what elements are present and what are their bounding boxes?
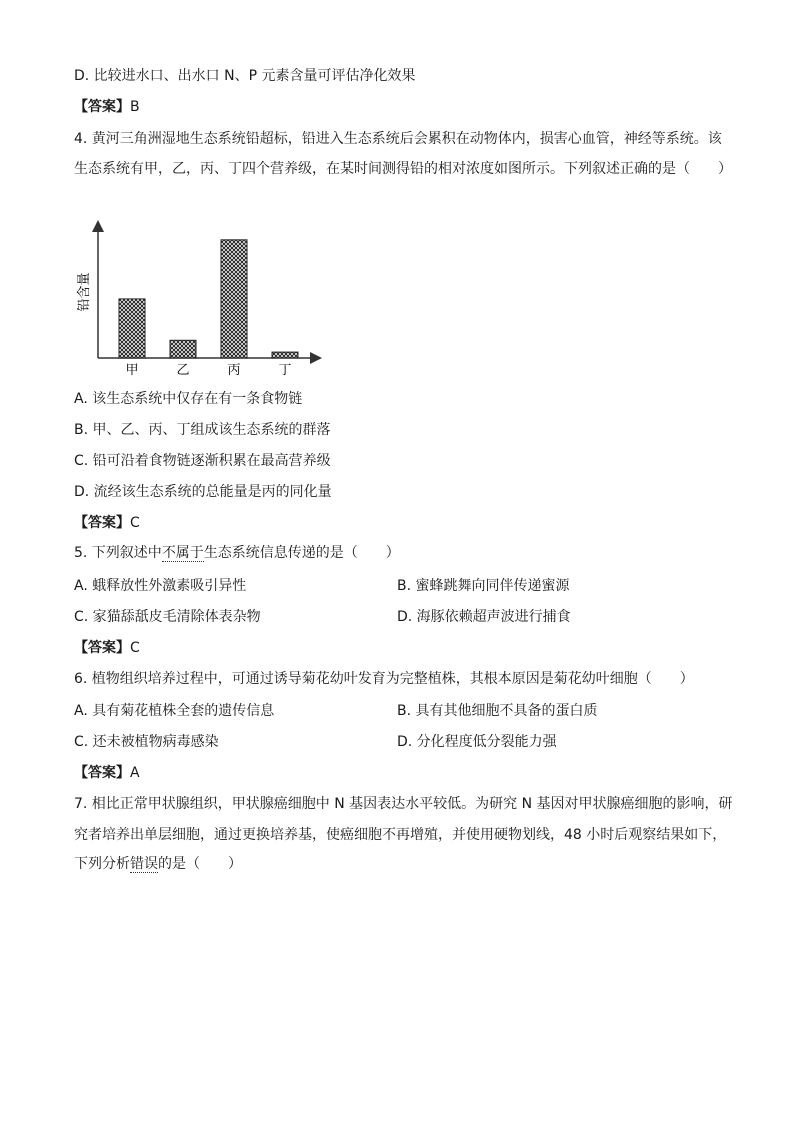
q7-stem-line3 bbox=[74, 854, 242, 874]
q6-stem: 6. 植物组织培养过程中，可通过诱导菊花幼叶发育为完整植株，其根本原因是菊花幼叶细胞（ ） bbox=[74, 671, 694, 687]
q4-stem-line1: 4. 黄河三角洲湿地生态系统铅超标，铅进入生态系统后会累积在动物体内，损害心血管，神经等系统。该 bbox=[74, 131, 722, 147]
answer-label: 【答案】 bbox=[74, 99, 130, 115]
q4-option-c: C. 铅可沿着食物链逐渐积累在最高营养级 bbox=[74, 453, 331, 469]
bar-1 bbox=[170, 340, 196, 358]
q5-stem-post: 生态系统信息传递的是（ ） bbox=[203, 545, 400, 561]
q6-answer bbox=[74, 763, 140, 783]
lead-concentration-bar-chart bbox=[74, 218, 334, 380]
q4-answer bbox=[74, 513, 140, 533]
bar-3 bbox=[272, 352, 298, 358]
x-tick-label-2: 丙 bbox=[227, 363, 241, 378]
answer-value: C bbox=[130, 515, 140, 531]
q6-option-c: C. 还未被植物病毒感染 bbox=[74, 734, 219, 750]
q4-stem-line2: 生态系统有甲，乙，丙、丁四个营养级，在某时间测得铅的相对浓度如图所示。下列叙述正确的是（ ） bbox=[74, 161, 732, 177]
q7-stem-line2: 究者培养出单层细胞，通过更换培养基，使癌细胞不再增殖，并使用硬物划线，48 小时后观察结果如下， bbox=[74, 827, 727, 843]
y-axis-label: 铅含量 bbox=[77, 272, 92, 312]
x-tick-label-0: 甲 bbox=[125, 363, 139, 378]
q5-stem-pre: 5. 下列叙述中 bbox=[74, 545, 162, 561]
q5-option-a: A. 蛾释放性外激素吸引异性 bbox=[74, 578, 247, 594]
x-tick-label-3: 丁 bbox=[278, 363, 292, 378]
x-tick-label-1: 乙 bbox=[176, 363, 190, 378]
q5-option-d: D. 海豚依赖超声波进行捕食 bbox=[397, 609, 571, 625]
q6-option-a: A. 具有菊花植株全套的遗传信息 bbox=[74, 703, 275, 719]
q4-option-a: A. 该生态系统中仅存在有一条食物链 bbox=[74, 391, 303, 407]
answer-value: C bbox=[130, 640, 140, 656]
q5-answer bbox=[74, 638, 140, 658]
q6-option-b: B. 具有其他细胞不具备的蛋白质 bbox=[397, 703, 598, 719]
answer-label: 【答案】 bbox=[74, 765, 130, 781]
answer-value: B bbox=[130, 99, 140, 115]
q5-option-c: C. 家猫舔舐皮毛清除体表杂物 bbox=[74, 609, 261, 625]
q7-stem-emphasis: 错误 bbox=[130, 856, 158, 872]
q7-stem-post: 的是（ ） bbox=[158, 856, 242, 872]
q7-stem-line1: 7. 相比正常甲状腺组织，甲状腺癌细胞中 N 基因表达水平较低。为研究 N 基因对甲状腺癌细胞的影响，研 bbox=[74, 796, 733, 812]
q7-stem-pre: 下列分析 bbox=[74, 856, 130, 872]
q5-stem-emphasis: 不属于 bbox=[161, 545, 204, 561]
answer-label: 【答案】 bbox=[74, 640, 130, 656]
bar-2 bbox=[221, 240, 247, 358]
q3-answer bbox=[74, 97, 140, 117]
q4-option-d: D. 流经该生态系统的总能量是丙的同化量 bbox=[74, 484, 332, 500]
q5-stem bbox=[74, 543, 400, 563]
answer-value: A bbox=[130, 765, 140, 781]
q3-option-d: D. 比较进水口、出水口 N、P 元素含量可评估净化效果 bbox=[74, 68, 416, 84]
answer-label: 【答案】 bbox=[74, 515, 130, 531]
q6-option-d: D. 分化程度低分裂能力强 bbox=[397, 734, 557, 750]
q4-option-b: B. 甲、乙、丙、丁组成该生态系统的群落 bbox=[74, 422, 331, 438]
bar-0 bbox=[119, 299, 145, 358]
q5-option-b: B. 蜜蜂跳舞向同伴传递蜜源 bbox=[397, 578, 570, 594]
